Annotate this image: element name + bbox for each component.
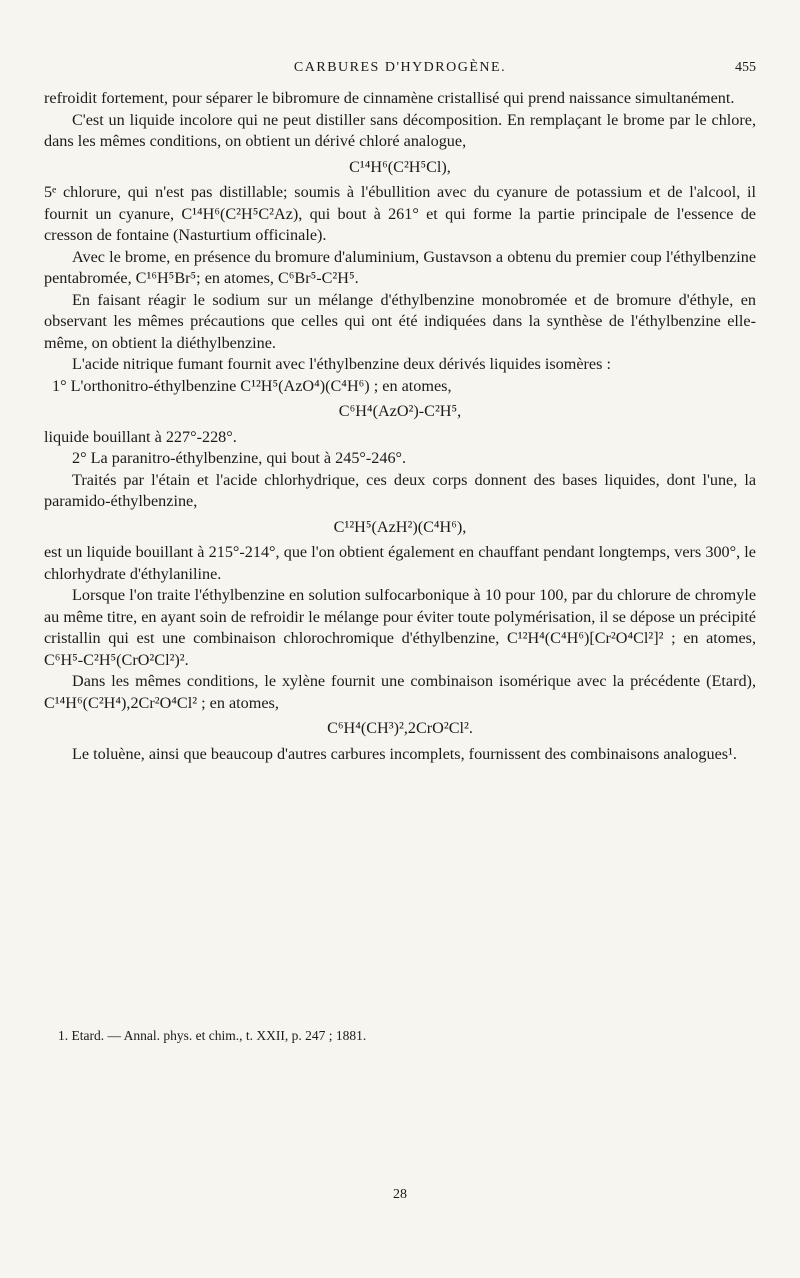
page-header — [44, 60, 756, 82]
page-number: 455 — [735, 60, 756, 75]
paragraph: Lorsque l'on traite l'éthylbenzine en solution sulfocarbonique à 10 pour 100, par du chlorure de chromyle au même titre, en ayant soin de refroidir le mélange pour éviter toute polymérisation, il se dépose un précipité cristallin qui est une combinaison chlorochromique d'éthylbenzine, C¹²H⁴(C⁴H⁶)[Cr²O⁴Cl²]² ; en atomes, C⁶H⁵-C²H⁵(CrO²Cl²)². — [44, 586, 756, 669]
list-item: 1° L'orthonitro-éthylbenzine C¹²H⁵(AzO⁴)(C⁴H⁶) ; en atomes, — [52, 376, 452, 395]
paragraph: C'est un liquide incolore qui ne peut distiller sans décomposition. En remplaçant le brome par le chlore, dans les mêmes conditions, on obtient un dérivé chloré analogue, — [44, 110, 756, 150]
formula: C¹⁴H⁶(C²H⁵Cl), — [349, 157, 451, 176]
paragraph: En faisant réagir le sodium sur un mélange d'éthylbenzine monobromée et de bromure d'éthyle, en observant les mêmes précautions que celles qui ont été indiquées dans la synthèse de l'éthylbenzine elle-même, on obtient la diéthylbenzine. — [44, 290, 756, 352]
paragraph: Le toluène, ainsi que beaucoup d'autres carbures incomplets, fournissent des combinaisons analogues¹. — [72, 744, 737, 763]
body-text — [44, 88, 756, 765]
formula: C⁶H⁴(AzO²)-C²H⁵, — [338, 402, 462, 420]
paragraph: Dans les mêmes conditions, le xylène fournit une combinaison isomérique avec la précédente (Etard), C¹⁴H⁶(C²H⁴),2Cr²O⁴Cl² ; en atomes, — [44, 672, 756, 712]
paragraph: L'acide nitrique fumant fournit avec l'éthylbenzine deux dérivés liquides isomères : — [72, 355, 611, 373]
formula: C¹²H⁵(AzH²)(C⁴H⁶), — [333, 517, 467, 536]
paragraph: liquide bouillant à 227°-228°. — [44, 427, 237, 446]
running-title: CARBURES D'HYDROGÈNE. — [293, 60, 507, 75]
formula: C⁶H⁴(CH³)²,2CrO²Cl². — [327, 719, 473, 737]
paragraph: Traités par l'étain et l'acide chlorhydrique, ces deux corps donnent des bases liquides, dont l'une, la paramido-éthylbenzine, — [44, 470, 756, 510]
paragraph: est un liquide bouillant à 215°-214°, que l'on obtient également en chauffant pendant longtemps, vers 300°, le chlorhydrate d'éthylaniline. — [44, 543, 756, 583]
paragraph: refroidit fortement, pour séparer le bibromure de cinnamène cristallisé qui prend naissance simultanément. — [44, 89, 735, 107]
list-item: 2° La paranitro-éthylbenzine, qui bout à 245°-246°. — [72, 449, 407, 467]
footer-page-number: 28 — [393, 1187, 407, 1202]
paragraph: Avec le brome, en présence du bromure d'aluminium, Gustavson a obtenu du premier coup l'éthylbenzine pentabromée, C¹⁶H⁵Br⁵; en atomes, C⁶Br⁵-C²H⁵. — [44, 247, 756, 287]
footnote: 1. Etard. — Annal. phys. et chim., t. XXII, p. 247 ; 1881. — [58, 1028, 367, 1043]
paragraph: 5ᵉ chlorure, qui n'est pas distillable; soumis à l'ébullition avec du cyanure de potassium et de l'alcool, il fournit un cyanure, C¹⁴H⁶(C²H⁵C²Az), qui bout à 261° et qui forme la partie principale de l'essence de cresson de fontaine (Nasturtium officinale). — [44, 183, 756, 244]
